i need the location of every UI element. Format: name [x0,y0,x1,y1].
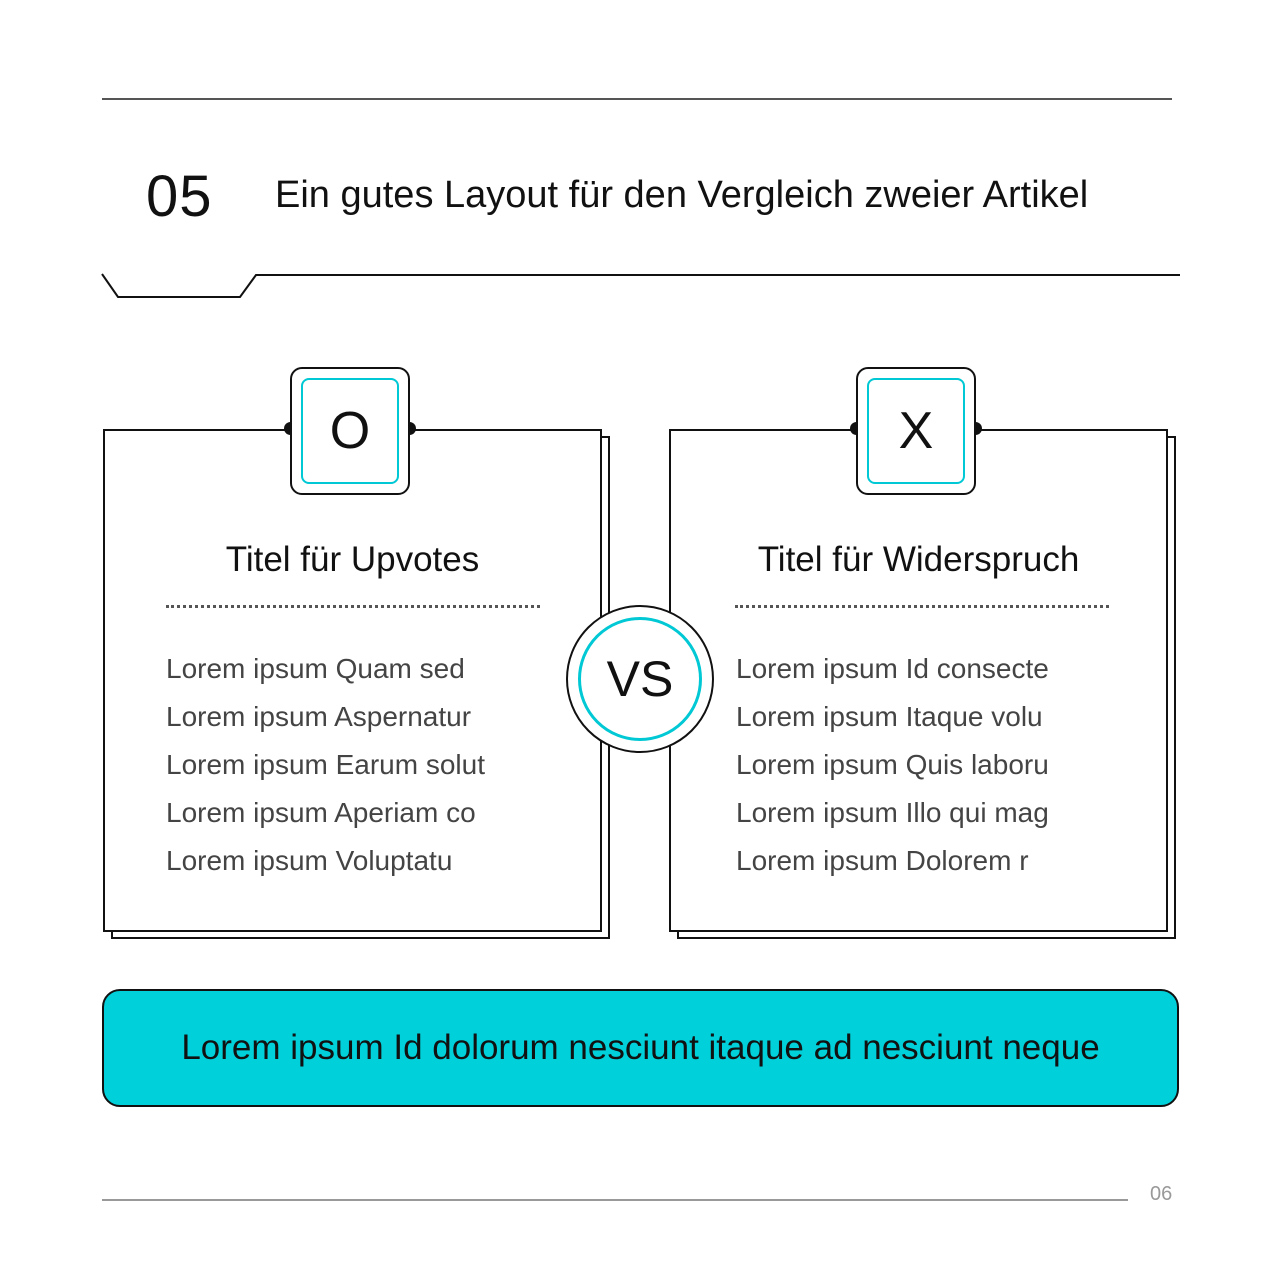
contradiction-symbol-tag [856,367,976,495]
summary-banner-text: Lorem ipsum Id dolorum nesciunt itaque ad nesciunt neque [181,1028,1100,1067]
upvote-symbol-tag [290,367,410,495]
list-item: Lorem ipsum Earum solut [166,749,486,780]
list-item: Lorem ipsum Voluptatu [166,845,453,876]
list-item: Lorem ipsum Quis laboru [736,749,1049,780]
page-title: Ein gutes Layout für den Vergleich zweier Artikel [275,174,1089,216]
top-divider [102,98,1172,100]
right-card-title: Titel für Widerspruch [757,540,1080,579]
cross-x-icon: X [867,378,965,484]
list-item: Lorem ipsum Dolorem r [736,845,1029,876]
left-card-list [166,645,485,885]
list-item: Lorem ipsum Aspernatur [166,701,472,732]
list-item: Lorem ipsum Aperiam co [166,797,476,828]
footer-divider [102,1199,1128,1201]
list-item: Lorem ipsum Id consecte [736,653,1049,684]
right-card-list [736,645,1049,885]
summary-banner [102,989,1179,1107]
list-item: Lorem ipsum Illo qui mag [736,797,1049,828]
versus-label: VS [578,617,702,741]
left-card-dotted-divider [166,605,540,608]
list-item: Lorem ipsum Quam sed [166,653,465,684]
right-card-dotted-divider [735,605,1109,608]
circle-o-icon: O [301,378,399,484]
header-underline-decoration [100,270,1182,302]
versus-badge [566,605,714,753]
page-number: 06 [1150,1183,1173,1205]
left-card-title: Titel für Upvotes [225,540,480,579]
section-number: 05 [146,164,213,229]
list-item: Lorem ipsum Itaque volu [736,701,1043,732]
